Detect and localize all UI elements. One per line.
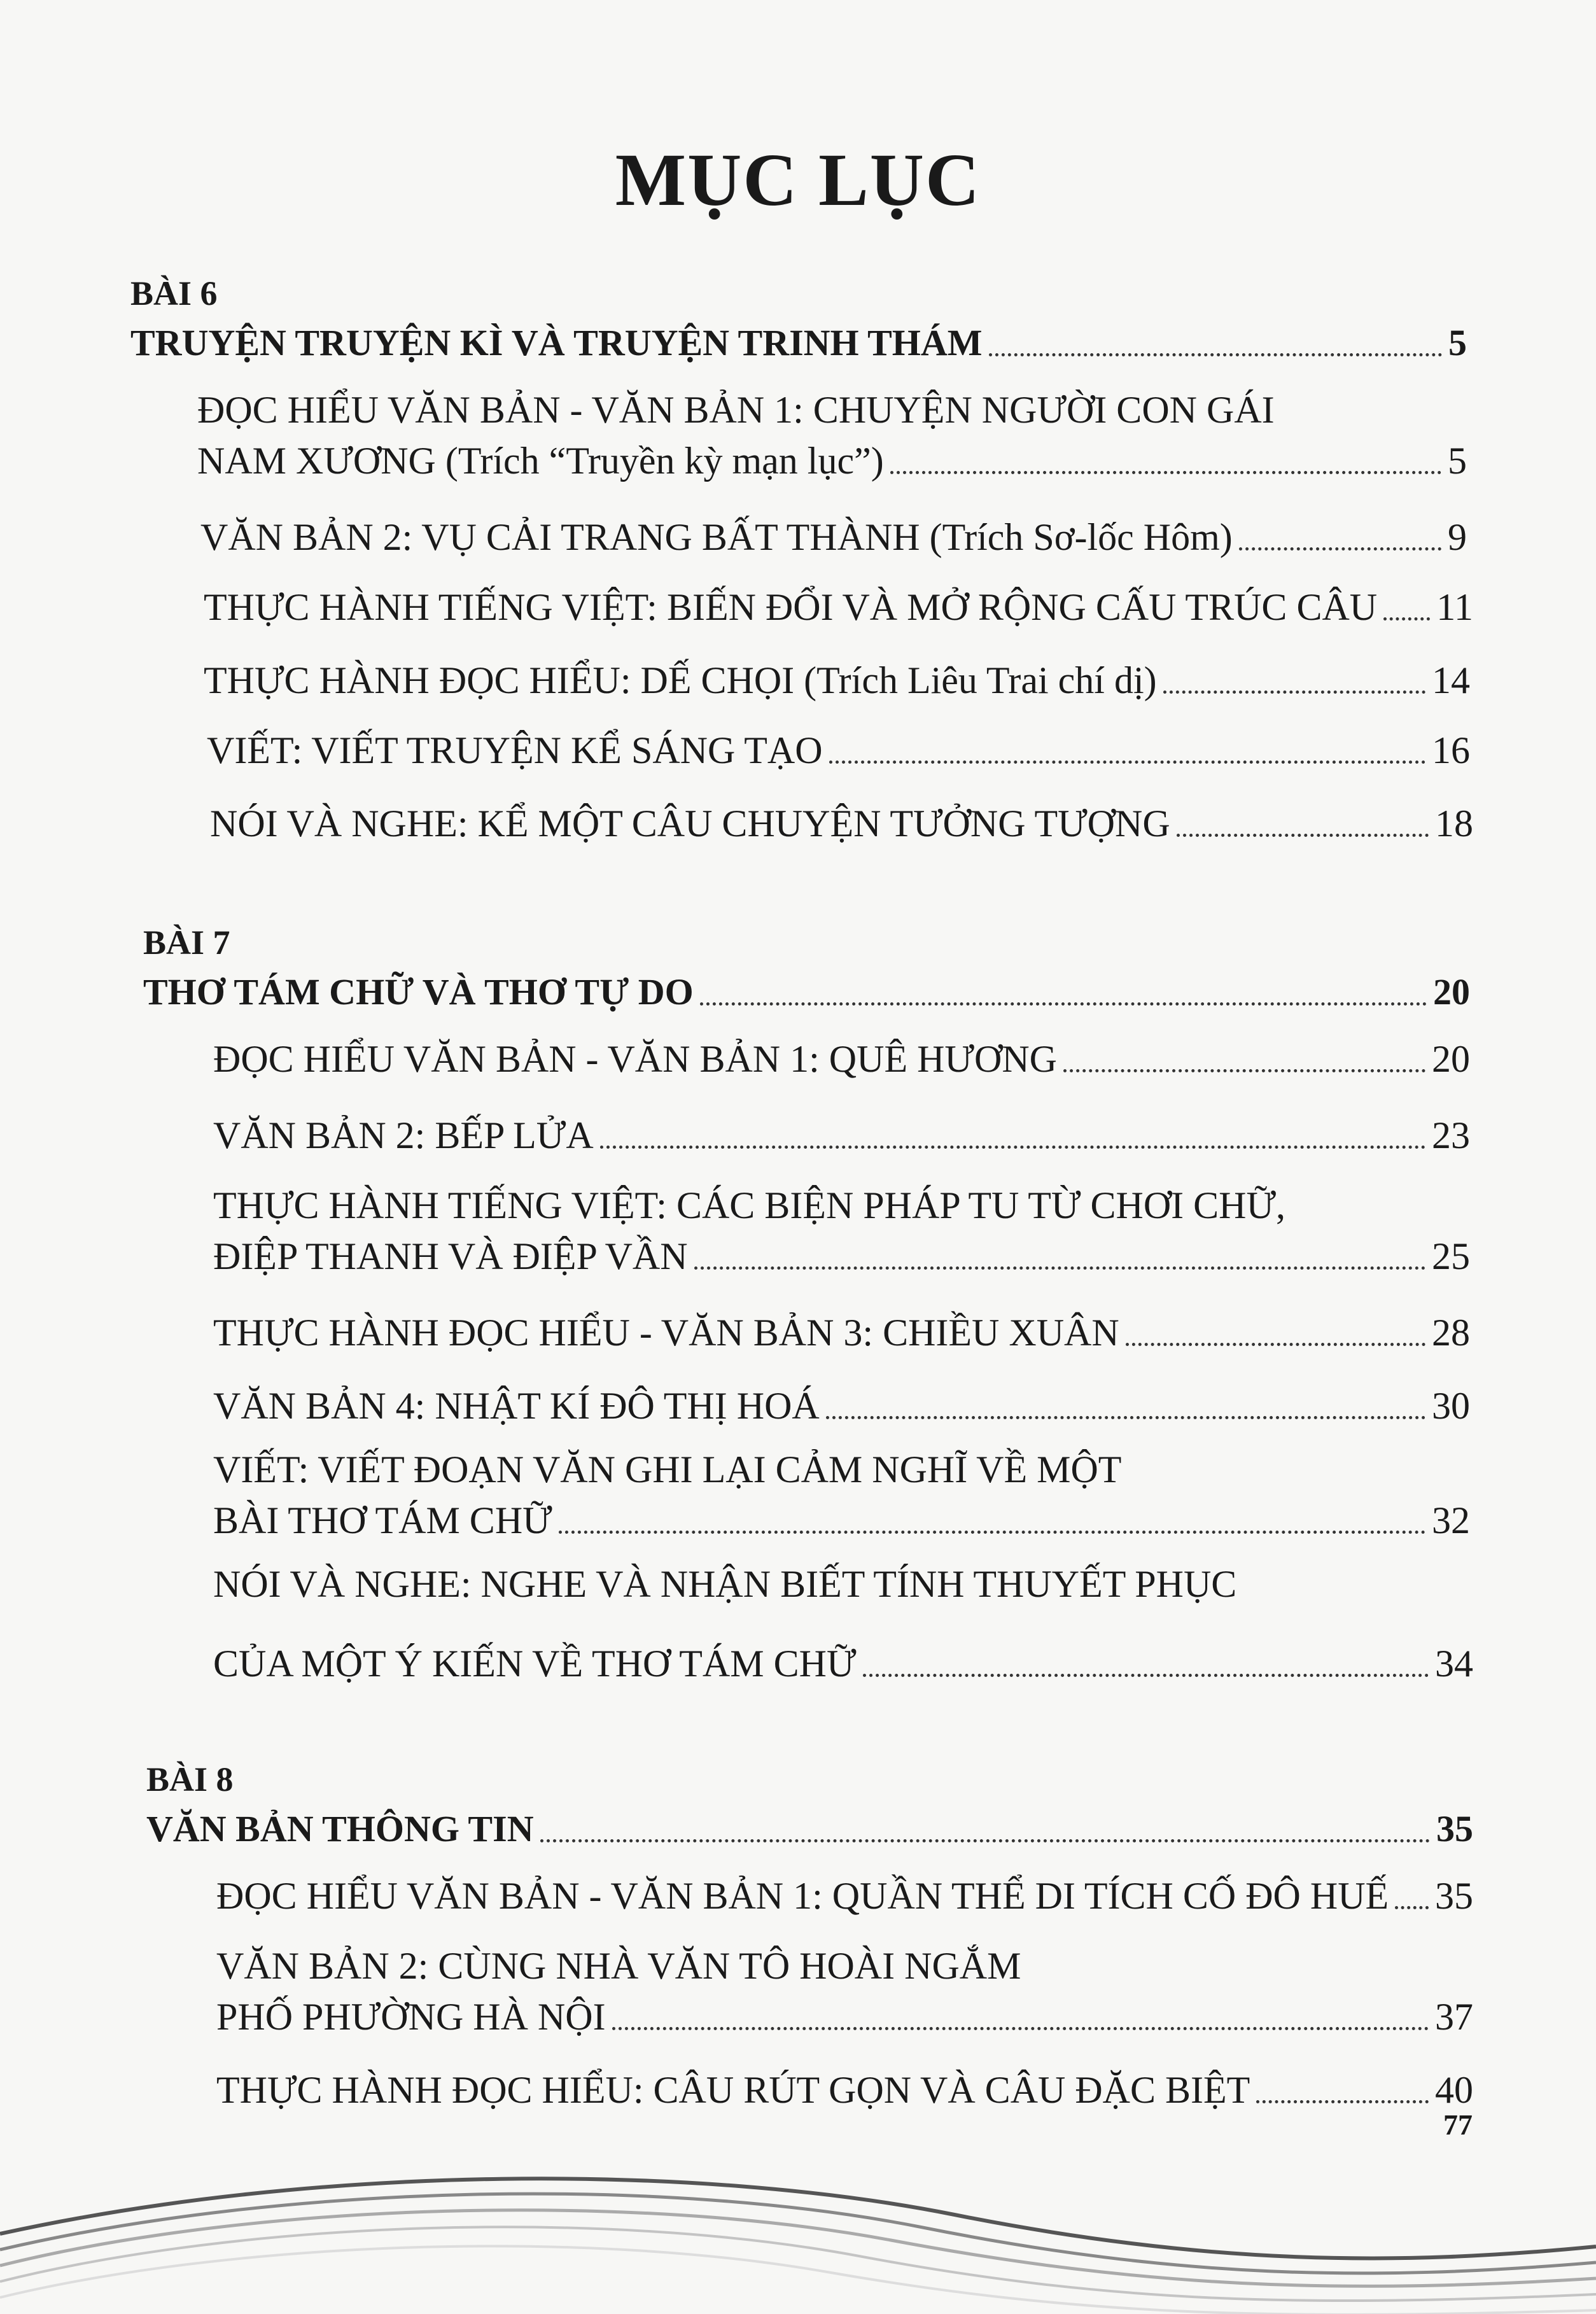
toc-entry	[204, 582, 1473, 632]
leader-dots	[700, 1002, 1427, 1006]
toc-entry	[216, 2065, 1473, 2115]
toc-heading	[143, 967, 1470, 1017]
toc-entry-line1: VIẾT: VIẾT ĐOẠN VĂN GHI LẠI CẢM NGHĨ VỀ MỘT	[213, 1448, 1122, 1490]
toc-heading-text: VĂN BẢN THÔNG TIN	[146, 1808, 534, 1849]
leader-dots	[829, 761, 1425, 764]
leader-dots	[826, 1416, 1425, 1419]
lesson-label: BÀI 6	[130, 274, 218, 312]
toc-page-number: 35	[1435, 1875, 1473, 1917]
toc-entry-text: VIẾT: VIẾT TRUYỆN KỂ SÁNG TẠO	[207, 729, 823, 771]
toc-entry-text: VĂN BẢN 2: VỤ CẢI TRANG BẤT THÀNH (Trích Sơ-lốc Hôm)	[200, 516, 1233, 558]
toc-entry-text: BÀI THƠ TÁM CHỮ	[213, 1499, 552, 1541]
leader-dots	[694, 1266, 1425, 1270]
toc-page-number: 9	[1448, 516, 1467, 558]
leader-dots	[1395, 1906, 1429, 1909]
leader-dots	[600, 1146, 1425, 1149]
toc-entry	[213, 1111, 1470, 1160]
toc-entry	[213, 1308, 1470, 1357]
page-number: 77	[1443, 2108, 1473, 2141]
page-title: MỤC LỤC	[615, 138, 981, 221]
toc-page-number: 5	[1448, 322, 1467, 363]
toc-heading	[146, 1804, 1473, 1854]
leader-dots	[1239, 547, 1441, 550]
toc-entry-text: NAM XƯƠNG (Trích “Truyền kỳ mạn lục”)	[197, 440, 884, 482]
toc-entry-text: NÓI VÀ NGHE: KỂ MỘT CÂU CHUYỆN TƯỞNG TƯỢNG	[210, 803, 1170, 845]
toc-entry-text: THỰC HÀNH ĐỌC HIỂU: DẾ CHỌI (Trích Liêu Trai chí dị)	[204, 659, 1157, 701]
toc-page-number: 20	[1432, 1038, 1470, 1080]
toc-entry	[197, 436, 1467, 486]
toc-entry-text: THỰC HÀNH ĐỌC HIỂU: CÂU RÚT GỌN VÀ CÂU ĐẶC BIỆT	[216, 2069, 1250, 2111]
leader-dots	[612, 2027, 1429, 2030]
leader-dots	[540, 1839, 1430, 1842]
toc-entry-text: VĂN BẢN 2: BẾP LỬA	[213, 1114, 594, 1156]
leader-dots	[1163, 691, 1425, 694]
toc-page-number: 32	[1432, 1499, 1470, 1541]
toc-entry-line1: NÓI VÀ NGHE: NGHE VÀ NHẬN BIẾT TÍNH THUYẾT PHỤC	[213, 1563, 1237, 1605]
toc-page-number: 28	[1432, 1312, 1470, 1354]
toc-page-number: 16	[1432, 729, 1470, 771]
toc-entry-line1: VĂN BẢN 2: CÙNG NHÀ VĂN TÔ HOÀI NGẮM	[216, 1945, 1021, 1987]
toc-entry	[210, 799, 1473, 848]
toc-page-number: 14	[1432, 659, 1470, 701]
toc-entry	[216, 1992, 1473, 2042]
toc-page-number: 34	[1435, 1643, 1473, 1685]
toc-page-number: 25	[1432, 1235, 1470, 1277]
toc-entry	[213, 1496, 1470, 1545]
toc-entry-text: ĐỌC HIỂU VĂN BẢN - VĂN BẢN 1: QUẦN THỂ DI TÍCH CỐ ĐÔ HUẾ	[216, 1875, 1389, 1917]
toc-page-number: 5	[1448, 440, 1467, 482]
toc-entry-text: PHỐ PHƯỜNG HÀ NỘI	[216, 1996, 606, 2038]
leader-dots	[1177, 834, 1429, 837]
toc-entry	[213, 1034, 1470, 1084]
lesson-label: BÀI 8	[146, 1760, 234, 1799]
toc-page-number: 37	[1435, 1996, 1473, 2038]
toc-page-number: 11	[1436, 586, 1473, 628]
toc-entry	[213, 1639, 1473, 1688]
toc-entry	[207, 726, 1470, 775]
toc-entry	[200, 512, 1467, 562]
toc-page-number: 35	[1436, 1808, 1473, 1849]
toc-entry-line1: THỰC HÀNH TIẾNG VIỆT: CÁC BIỆN PHÁP TU TỪ CHƠI CHỮ,	[213, 1184, 1286, 1226]
decorative-wave	[0, 2138, 1596, 2314]
leader-dots	[1383, 617, 1430, 621]
toc-entry	[213, 1381, 1470, 1431]
leader-dots	[1063, 1069, 1425, 1072]
toc-entry-text: ĐỌC HIỂU VĂN BẢN - VĂN BẢN 1: QUÊ HƯƠNG	[213, 1038, 1057, 1080]
toc-entry-text: THỰC HÀNH TIẾNG VIỆT: BIẾN ĐỔI VÀ MỞ RỘNG CẤU TRÚC CÂU	[204, 586, 1378, 628]
leader-dots	[1126, 1343, 1425, 1346]
lesson-label: BÀI 7	[143, 923, 230, 962]
toc-entry	[213, 1231, 1470, 1281]
leader-dots	[1256, 2100, 1429, 2103]
toc-heading-text: TRUYỆN TRUYỆN KÌ VÀ TRUYỆN TRINH THÁM	[130, 322, 983, 363]
toc-entry-text: THỰC HÀNH ĐỌC HIỂU - VĂN BẢN 3: CHIỀU XUÂN	[213, 1312, 1119, 1354]
toc-heading-text: THƠ TÁM CHỮ VÀ THƠ TỰ DO	[143, 971, 694, 1013]
toc-entry-text: ĐIỆP THANH VÀ ĐIỆP VẦN	[213, 1235, 688, 1277]
toc-page-number: 23	[1432, 1114, 1470, 1156]
leader-dots	[989, 353, 1442, 356]
toc-entry-text: CỦA MỘT Ý KIẾN VỀ THƠ TÁM CHỮ	[213, 1643, 857, 1685]
toc-entry	[204, 656, 1470, 705]
toc-page-number: 18	[1435, 803, 1473, 845]
toc-page-number: 20	[1433, 971, 1470, 1013]
toc-heading	[130, 318, 1467, 368]
toc-page-number: 30	[1432, 1385, 1470, 1427]
toc-entry-text: VĂN BẢN 4: NHẬT KÍ ĐÔ THỊ HOÁ	[213, 1385, 820, 1427]
leader-dots	[890, 471, 1441, 474]
leader-dots	[863, 1674, 1429, 1677]
toc-page-number: 40	[1435, 2069, 1473, 2111]
leader-dots	[559, 1531, 1425, 1534]
toc-entry	[216, 1871, 1473, 1921]
toc-entry-line1: ĐỌC HIỂU VĂN BẢN - VĂN BẢN 1: CHUYỆN NGƯỜI CON GÁI	[197, 389, 1275, 431]
